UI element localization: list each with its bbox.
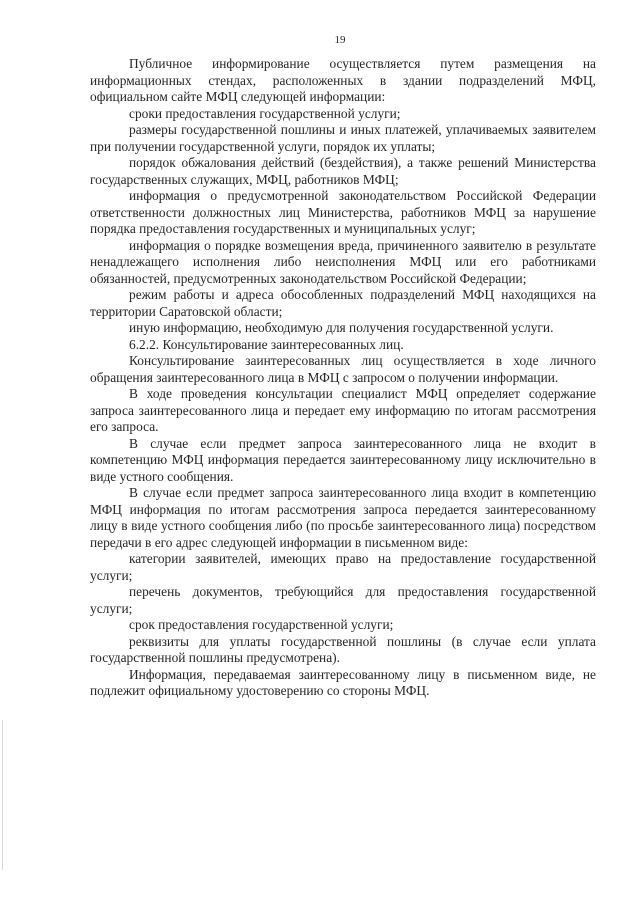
list-item-liability: информация о предусмотренной законодательством Российской Федерации ответственности должностных лиц Министерства, работников МФЦ за нарушение порядка предоставления государственных и муниципальных услуг; (90, 188, 596, 236)
list-item-other-information: иную информацию, необходимую для получения государственной услуги. (129, 320, 554, 335)
paragraph-consulting: Консультирование заинтересованных лиц осуществляется в ходе личного обращения заинтересованного лица в МФЦ с запросом о получении информации. (90, 353, 596, 385)
paragraph-written-information: Информация, передаваемая заинтересованному лицу в письменном виде, не подлежит официальному удостоверению со стороны МФЦ. (90, 666, 596, 698)
list-item-applicant-categories: категории заявителей, имеющих право на предоставление государственной услуги; (90, 551, 596, 583)
paragraph-out-of-scope: В случае если предмет запроса заинтересованного лица не входит в компетенцию МФЦ информация передается заинтересованному лицу исключительно в виде устного сообщения. (90, 435, 596, 484)
section-heading-consulting: 6.2.2. Консультирование заинтересованных лиц. (129, 336, 404, 352)
list-item-damage-compensation: информация о порядке возмещения вреда, причиненного заявителю в результате ненадлежащего исполнения либо неисполнения МФЦ или его работниками обязанностей, предусмотренных законодательством Российской Федерации; (90, 237, 596, 286)
list-item-working-hours: режим работы и адреса обособленных подразделений МФЦ находящихся на территории Саратовской области; (90, 287, 596, 319)
list-item-document-list: перечень документов, требующийся для предоставления государственной услуги; (90, 584, 596, 616)
list-item-payment-details: реквизиты для уплаты государственной пошлины (в случае если уплата государственной пошлины предусмотрена). (90, 633, 596, 665)
list-item-fees: размеры государственной пошлины и иных платежей, уплачиваемых заявителем при получении государственной услуги, порядок их уплаты; (90, 122, 596, 154)
scan-edge-mark (2, 720, 3, 870)
list-item-service-deadlines: сроки предоставления государственной услуги; (129, 105, 401, 121)
list-item-appeal-procedure: порядок обжалования действий (бездействия), а также решений Министерства государственных служащих, МФЦ, работников МФЦ; (90, 155, 596, 187)
paragraph-in-scope: В случае если предмет запроса заинтересованного лица входит в компетенцию МФЦ информация по итогам рассмотрения запроса передается заинтересованному лицу в виде устного сообщения либо (по просьбе заинтересованного лица) посредством передачи в его адрес следующей информации в письменном виде: (90, 485, 596, 550)
paragraph-consultation-process: В ходе проведения консультации специалист МФЦ определяет содержание запроса заинтересованного лица и передает ему информацию по итогам рассмотрения его запроса. (90, 386, 596, 434)
list-item-service-term: срок предоставления государственной услуги; (129, 617, 394, 632)
document-body (90, 56, 596, 700)
paragraph-public-information: Публичное информирование осуществляется путем размещения на информационных стендах, расположенных в здании подразделений МФЦ, официальном сайте МФЦ следующей информации: (90, 56, 596, 104)
page-number: 19 (334, 34, 346, 46)
